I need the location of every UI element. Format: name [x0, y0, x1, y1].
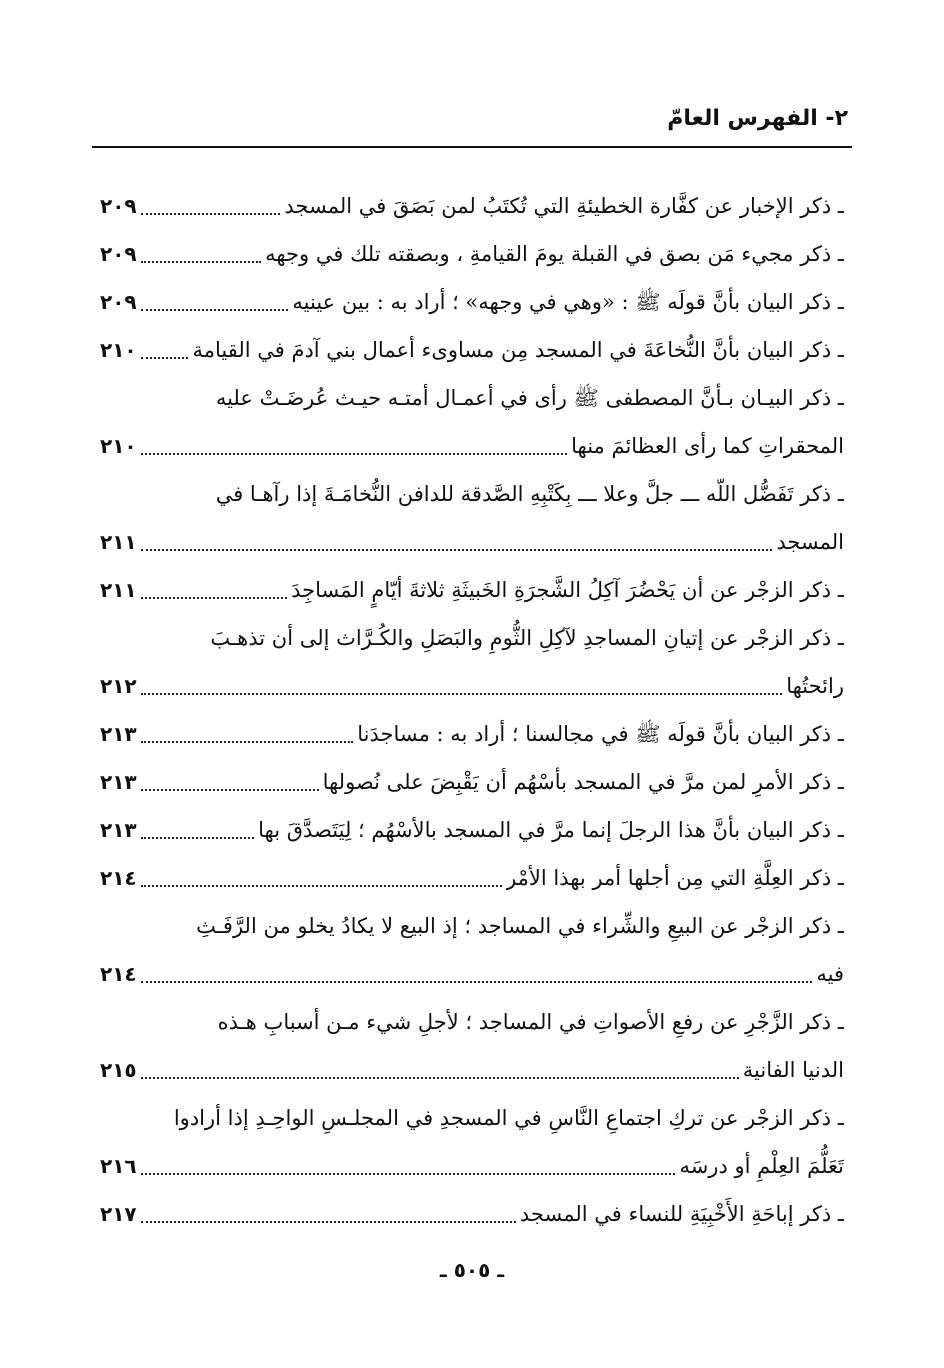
leader-dots — [141, 1173, 676, 1175]
index-entry — [100, 182, 844, 230]
leader-dots — [141, 1077, 739, 1079]
leader-dots — [141, 981, 813, 983]
entry-page-number: ٢١٤ — [100, 962, 137, 986]
entry-text: تَعَلُّمَ العِلْمِ أو درسَه — [679, 1154, 844, 1178]
entry-page-number: ٢١٠ — [100, 434, 137, 458]
entry-text: ـ ذكر الإخبار عن كفَّارة الخطيئةِ التي تُكتَبُ لمن بَصَقَ في المسجد — [284, 194, 844, 218]
entry-text: ـ ذكر البيـان بـأنَّ المصطفى ﷺ رأى في أعمـال أمتـه حيـث عُرضَـتْ عليه — [215, 386, 844, 410]
leader-dots — [141, 357, 189, 359]
entry-text: المحقراتِ كما رأى العظائمَ منها — [571, 434, 844, 458]
entry-text: ـ ذكر الزَّجْرِ عن رفعِ الأصواتِ في المساجد ؛ لأجلِ شيء مـن أسبابِ هـذه — [217, 1010, 844, 1034]
index-entry — [100, 230, 844, 278]
index-entry — [100, 1190, 844, 1238]
page-number: ـ ٥٠٥ ـ — [439, 1258, 505, 1282]
entry-page-number: ٢١١ — [100, 578, 137, 602]
entry-text: ـ ذكر البيان بأنَّ هذا الرجلَ إنما مرَّ في المسجد بالأسْهُم ؛ لِيَتَصدَّقَ بها — [258, 818, 844, 842]
index-entry — [100, 854, 844, 902]
section-title: ٢- الفهرس العامّ — [667, 106, 848, 131]
entry-page-number: ٢١٦ — [100, 1154, 137, 1178]
index-entry — [100, 662, 844, 710]
index-entry — [100, 1094, 844, 1142]
entry-page-number: ٢٠٩ — [100, 194, 137, 218]
page-header — [96, 104, 848, 144]
entry-text: فيه — [816, 962, 844, 986]
index-entry — [100, 950, 844, 998]
leader-dots — [141, 261, 261, 263]
entry-text: رائحتُها — [786, 674, 844, 698]
entry-page-number: ٢٠٩ — [100, 242, 137, 266]
entry-text: ـ ذكر الزجْر عن إتيانِ المساجدِ لآكِلِ الثُّومِ والبَصَلِ والكُـرَّاث إلى أن تذهـبَ — [210, 626, 844, 650]
header-divider — [92, 146, 852, 148]
leader-dots — [141, 309, 289, 311]
leader-dots — [141, 789, 319, 791]
entry-text: الدنيا الفانية — [742, 1058, 844, 1082]
entry-page-number: ٢١٣ — [100, 818, 137, 842]
leader-dots — [141, 549, 773, 551]
leader-dots — [141, 597, 288, 599]
entry-text: ـ ذكر الأمرِ لمن مرَّ في المسجد بأسْهُم أن يَقْبِضَ على نُصولها — [322, 770, 844, 794]
leader-dots — [141, 837, 255, 839]
index-entry — [100, 1046, 844, 1094]
entry-page-number: ٢١٠ — [100, 338, 137, 362]
index-entry — [100, 902, 844, 950]
index-entry — [100, 326, 844, 374]
entry-page-number: ٢١٥ — [100, 1058, 137, 1082]
entry-text: ـ ذكر البيان بأنَّ النُّخاعَةَ في المسجد مِن مساوىء أعمال بني آدمَ في القيامة — [192, 338, 844, 362]
index-entry — [100, 758, 844, 806]
entry-text: المسجد — [776, 530, 844, 554]
entry-page-number: ٢٠٩ — [100, 290, 137, 314]
index-entry — [100, 470, 844, 518]
leader-dots — [141, 693, 783, 695]
index-entry — [100, 422, 844, 470]
index-entry — [100, 278, 844, 326]
entry-page-number: ٢١٢ — [100, 674, 137, 698]
leader-dots — [141, 885, 502, 887]
leader-dots — [141, 741, 354, 743]
entry-page-number: ٢١٧ — [100, 1202, 137, 1226]
entry-page-number: ٢١١ — [100, 530, 137, 554]
entry-text: ـ ذكر الزجْر عن أن يَحْضُرَ آكِلُ الشَّجرَةِ الخَبيثَةِ ثلاثةَ أيّامٍ المَساجِدَ — [291, 578, 844, 602]
leader-dots — [141, 213, 281, 215]
index-entry — [100, 998, 844, 1046]
entry-page-number: ٢١٣ — [100, 770, 137, 794]
entry-text: ـ ذكر العِلَّةِ التي مِن أجلها أمر بهذا الأمْر — [506, 866, 844, 890]
entry-text: ـ ذكر الزجْر عن البيعِ والشِّراء في المساجد ؛ إذ البيع لا يكادُ يخلو من الرَّفَـثِ — [196, 914, 844, 938]
entry-page-number: ٢١٤ — [100, 866, 137, 890]
index-entry — [100, 518, 844, 566]
index-entry — [100, 806, 844, 854]
leader-dots — [141, 453, 568, 455]
entry-text: ـ ذكر البيان بأنَّ قولَه ﷺ في مجالسنا ؛ أراد به : مساجدَنا — [357, 722, 844, 746]
entry-text: ـ ذكر إباحَةِ الأَخْبِيَةِ للنساء في المسجد — [519, 1202, 844, 1226]
index-entry — [100, 614, 844, 662]
leader-dots — [141, 1221, 516, 1223]
index-entry — [100, 1142, 844, 1190]
entry-text: ـ ذكر مجيء مَن بصق في القبلة يومَ القيامةِ ، وبصقته تلك في وجهه — [265, 242, 844, 266]
entry-page-number: ٢١٣ — [100, 722, 137, 746]
entry-text: ـ ذكر تَفَضُّل اللّه ـــ جلَّ وعلا ـــ بِكَتْبِهِ الصَّدقة للدافن النُّخامَـةَ إذا رآهـا في — [215, 482, 844, 506]
index-entry — [100, 566, 844, 614]
index-entry — [100, 710, 844, 758]
index-entry — [100, 374, 844, 422]
entry-text: ـ ذكر الزجْر عن تركِ اجتماعِ النَّاسِ في المسجدِ في المجلـسِ الواحِـدِ إذا أرادوا — [173, 1106, 844, 1130]
index-entries — [100, 182, 844, 1238]
entry-text: ـ ذكر البيان بأنَّ قولَه ﷺ : «وهي في وجهه» ؛ أراد به : بين عينيه — [292, 290, 844, 314]
